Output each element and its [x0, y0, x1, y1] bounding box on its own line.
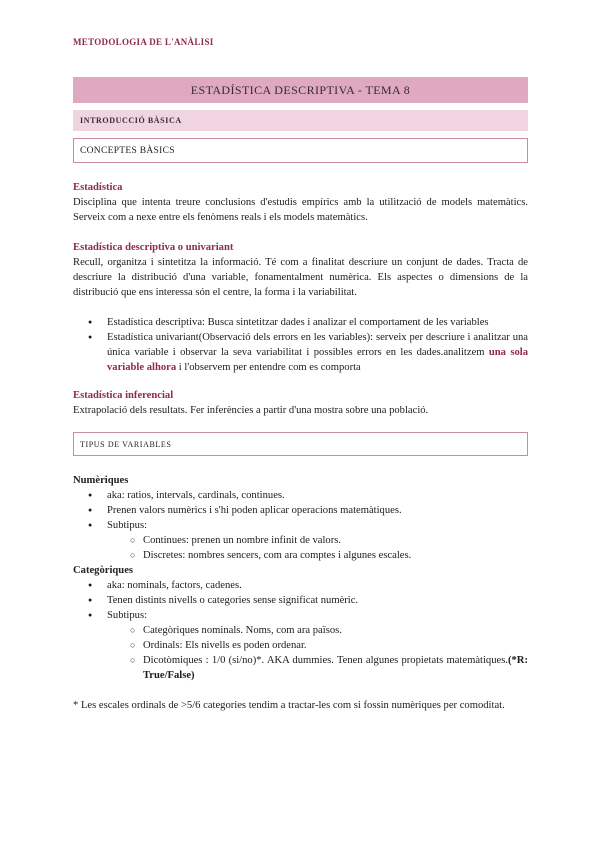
concepts-box: [73, 138, 528, 163]
variable-types-box: [73, 432, 528, 456]
bullet-text: Estadística univariant(Observació dels errors en les variables): serveix per descriure i analitzar una única variable i observar la seva variabilitat i possibles errors en les dades.analitzem: [107, 332, 528, 358]
descriptiva-section: [73, 240, 528, 375]
concepts-box-label: CONCEPTES BÀSICS: [80, 145, 175, 156]
categoriques-heading: Categòriques: [73, 565, 134, 576]
bullet-text: i l'observem per entendre com es comporta: [176, 362, 361, 373]
categoriques-sublist: [73, 623, 528, 683]
numeriques-section: [73, 473, 528, 683]
numeriques-list: [73, 488, 528, 533]
sub-list-item: ○ Categòriques nominals. Noms, com ara països.: [73, 623, 528, 638]
page-header: METODOLOGIA DE L'ANÀLISI: [73, 37, 214, 47]
list-item: ● Subtipus:: [73, 608, 528, 623]
categoriques-list: [73, 578, 528, 623]
section-bar-intro-label: INTRODUCCIÓ BÀSICA: [80, 116, 182, 125]
footnote: * Les escales ordinals de >5/6 categories tendim a tractar-les com si fossin numèriques per comoditat.: [73, 700, 505, 711]
estadistica-heading: Estadística: [73, 182, 123, 193]
highlight-text: una sola variable alhora: [107, 347, 529, 373]
sub-item-text: Dicotòmiques : 1/0 (si/no)*. AKA dummies. Tenen algunes propietats matemàtiques.: [143, 655, 508, 666]
descriptiva-body: Recull, organitza i sintetitza la informació. Té com a finalitat descriure un conjunt de dades. Tracta de descriure la distribució d'una variable, fonamentalment numèrica. Els aspectes o dimensions de la distribució que ens interessa són el centre, la forma i la variabilitat.: [73, 257, 528, 298]
inferencial-heading: Estadística inferencial: [73, 390, 174, 401]
inferencial-section: [73, 388, 528, 418]
list-item: [73, 330, 528, 375]
list-item: ● aka: ratios, intervals, cardinals, continues.: [73, 488, 528, 503]
sub-list-item: [73, 653, 528, 683]
document-title-bar: [73, 77, 528, 103]
document-title: ESTADÍSTICA DESCRIPTIVA - TEMA 8: [190, 82, 411, 97]
sub-list-item: ○ Discretes: nombres sencers, com ara comptes i algunes escales.: [73, 548, 528, 563]
numeriques-heading: Numèriques: [73, 475, 129, 486]
section-bar-intro: [73, 110, 528, 131]
list-item: ● aka: nominals, factors, cadenes.: [73, 578, 528, 593]
descriptiva-bullets: [73, 315, 528, 375]
sub-list-item: ○ Continues: prenen un nombre infinit de valors.: [73, 533, 528, 548]
sub-list-item: ○ Ordinals: Els nivells es poden ordenar.: [73, 638, 528, 653]
list-item: ● Subtipus:: [73, 518, 528, 533]
sub-item-bold-note: (*R: True/False): [143, 655, 528, 681]
estadistica-body: Disciplina que intenta treure conclusions d'estudis empírics amb la utilització de models matemàtics. Serveix com a nexe entre els fenòmens reals i els models matemàtics.: [73, 197, 528, 223]
estadistica-section: [73, 180, 528, 225]
numeriques-sublist: [73, 533, 528, 563]
list-item: ● Prenen valors numèrics i s'hi poden aplicar operacions matemàtiques.: [73, 503, 528, 518]
list-item: ● Tenen distints nivells o categories sense significat numèric.: [73, 593, 528, 608]
variable-types-box-label: TIPUS DE VARIABLES: [80, 439, 172, 449]
descriptiva-heading: Estadística descriptiva o univariant: [73, 242, 234, 253]
inferencial-body: Extrapolació dels resultats. Fer inferències a partir d'una mostra sobre una població.: [73, 405, 429, 416]
list-item: ● Estadística descriptiva: Busca sintetitzar dades i analizar el comportament de les variables: [73, 315, 528, 330]
